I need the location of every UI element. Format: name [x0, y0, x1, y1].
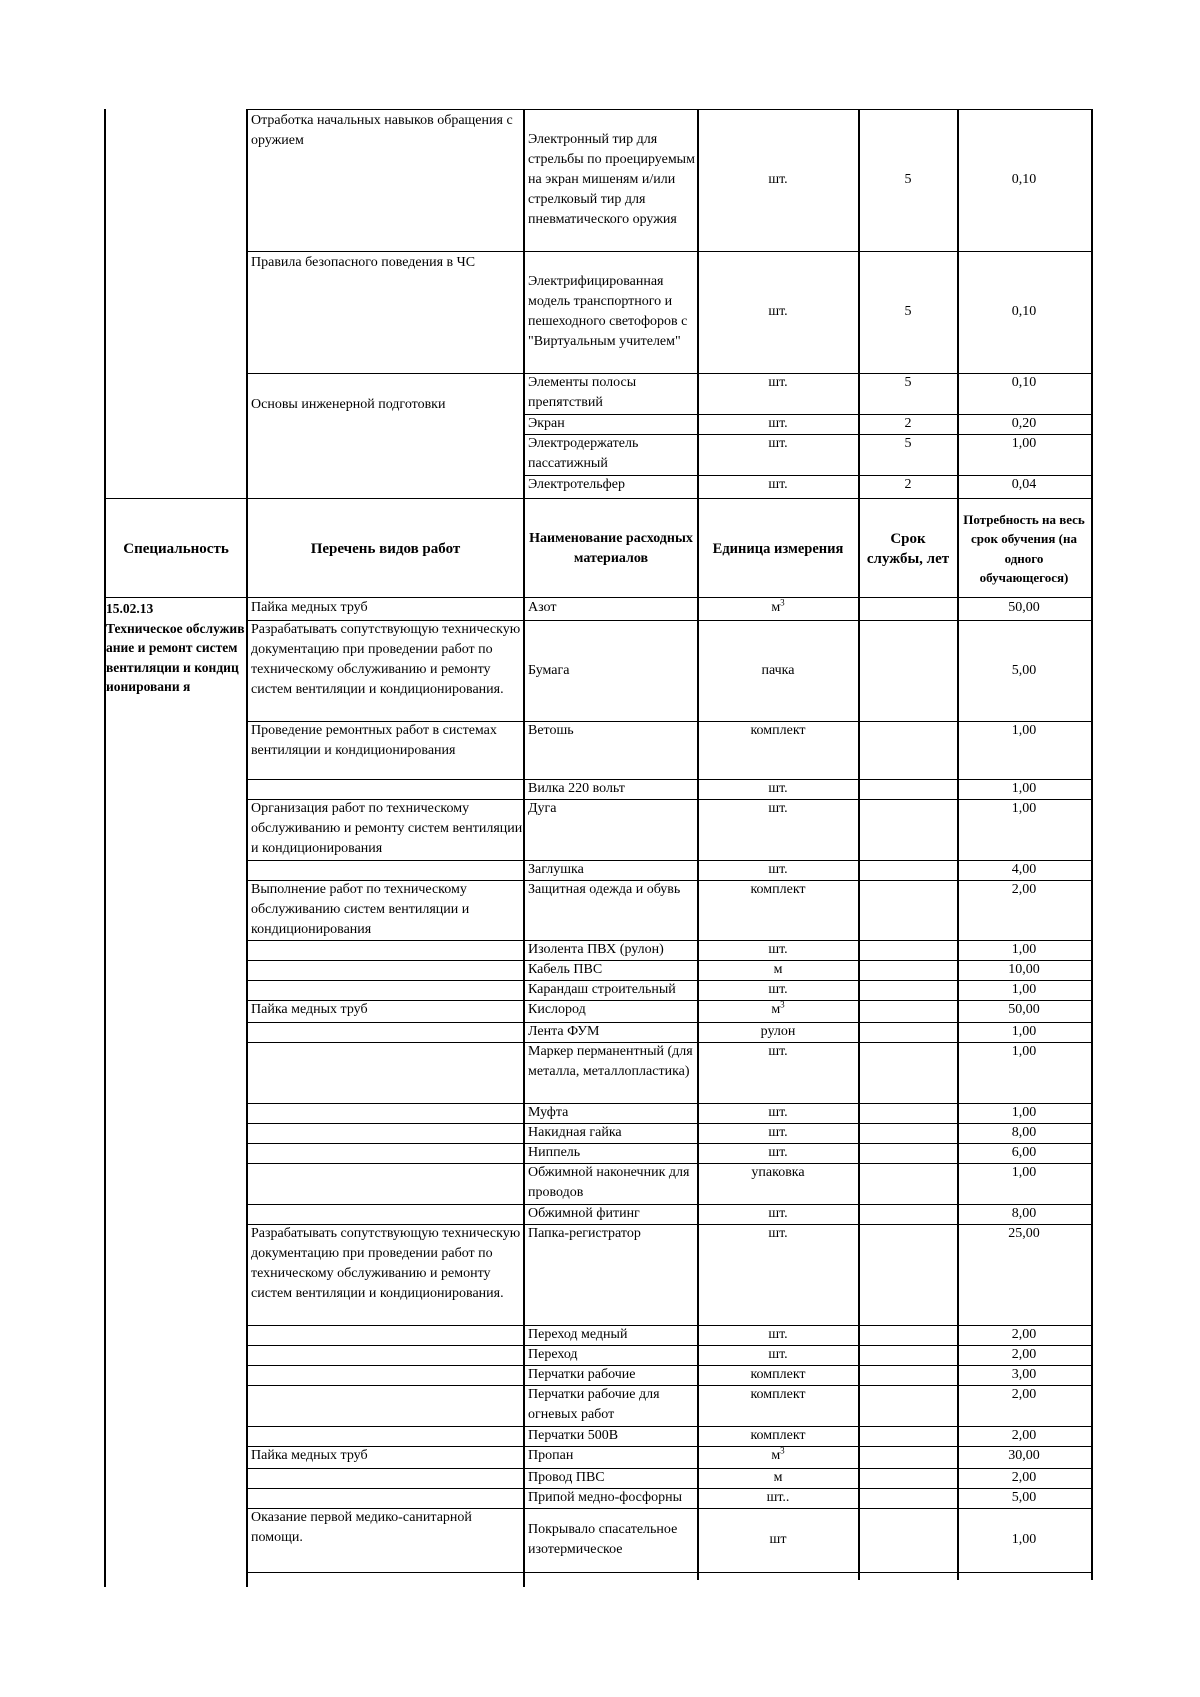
service-life-cell [860, 1224, 956, 1325]
work-type-cell: Разрабатывать сопутствующую техническую документацию при проведении работ по техническому обслуживанию и ремонту систем вентиляции и кондиционирования. [251, 622, 521, 697]
unit-cell: комплект [750, 1367, 806, 1382]
unit-cell: $м^3$ [771, 999, 785, 1017]
service-life-cell [860, 1042, 956, 1103]
need-cell: 5,00 [1011, 1490, 1037, 1505]
work-type-cell [248, 414, 523, 434]
unit-cell: упаковка [751, 1165, 805, 1180]
work-type-cell [248, 1204, 523, 1224]
material-name-cell: Карандаш строительный [528, 982, 676, 997]
work-type-cell [248, 1022, 523, 1042]
need-cell: 1,00 [1011, 1044, 1037, 1059]
material-name-cell: Защитная одежда и обувь [528, 882, 681, 897]
specialty-code: 15.02.13 [106, 601, 154, 616]
material-name-cell: Изолента ПВХ (рулон) [528, 942, 664, 957]
service-life-cell [860, 1123, 956, 1143]
material-name-cell: Ветошь [528, 723, 574, 738]
material-name-cell: Обжимной наконечник для проводов [528, 1165, 690, 1200]
unit-cell: комплект [750, 723, 806, 738]
material-name-cell: Переход медный [528, 1327, 628, 1342]
material-name-cell: Электрифицированная модель транспортного и пешеходного светофоров с "Виртуальным учителем" [528, 274, 688, 349]
work-type-cell: Разрабатывать сопутствующую техническую документацию при проведении работ по техническому обслуживанию и ремонту систем вентиляции и кондиционирования. [251, 1226, 521, 1301]
material-name-cell: Пропан [528, 1448, 574, 1463]
material-name-cell: Муфта [528, 1105, 569, 1120]
material-name-cell: Электродержатель пассатижный [528, 436, 639, 471]
service-life-cell [860, 779, 956, 799]
work-type-cell [248, 860, 523, 880]
need-cell: 2,00 [1011, 1387, 1037, 1402]
work-type-cell: Проведение ремонтных работ в системах вентиляции и кондиционирования [251, 723, 497, 758]
need-cell: 8,00 [1011, 1125, 1037, 1140]
need-cell: 1,00 [1011, 436, 1037, 451]
unit-cell: шт. [768, 1347, 788, 1362]
need-cell: 1,00 [1011, 1532, 1037, 1547]
work-type-cell [248, 1426, 523, 1446]
material-name-cell: Перчатки рабочие для огневых работ [528, 1387, 660, 1422]
need-cell: 3,00 [1011, 1367, 1037, 1382]
material-name-cell: Элементы полосы препятствий [528, 375, 637, 410]
service-life-cell: 5 [904, 304, 912, 319]
work-type-cell: Организация работ по техническому обслуживанию и ремонту систем вентиляции и кондиционирования [251, 801, 523, 856]
service-life-cell [860, 1000, 956, 1022]
service-life-cell [860, 1426, 956, 1446]
material-name-cell: Экран [528, 416, 565, 431]
work-type-cell [248, 434, 523, 475]
need-cell: 2,00 [1011, 1470, 1037, 1485]
material-name-cell: Дуга [528, 801, 557, 816]
material-name-cell: Перчатки рабочие [528, 1367, 636, 1382]
work-type-cell [248, 1103, 523, 1123]
material-name-cell: Азот [528, 600, 557, 615]
need-cell: 0,10 [1011, 304, 1037, 319]
unit-cell: шт. [768, 862, 788, 877]
need-cell: 1,00 [1011, 1165, 1037, 1180]
work-type-cell: Правила безопасного поведения в ЧС [251, 255, 476, 270]
service-life-cell [860, 721, 956, 779]
unit-cell: $м^3$ [771, 1445, 785, 1463]
unit-cell: шт. [768, 375, 788, 390]
work-type-cell [248, 940, 523, 960]
unit-cell: комплект [750, 1428, 806, 1443]
need-cell: 1,00 [1011, 942, 1037, 957]
need-cell: 0,10 [1011, 375, 1037, 390]
work-type-cell: Выполнение работ по техническому обслуживанию систем вентиляции и кондиционирования [251, 882, 470, 937]
unit-superscript: 3 [780, 1445, 785, 1456]
unit-cell: шт. [768, 942, 788, 957]
unit-cell: шт. [768, 801, 788, 816]
service-life-cell [860, 1488, 956, 1508]
need-cell: 6,00 [1011, 1145, 1037, 1160]
unit-cell: м [773, 1470, 783, 1485]
need-cell: 50,00 [1008, 600, 1040, 615]
service-life-cell [860, 1163, 956, 1204]
need-cell: 50,00 [1008, 1002, 1040, 1017]
service-life-cell [860, 860, 956, 880]
work-type-cell: Отработка начальных навыков обращения с оружием [251, 113, 513, 148]
service-life-cell: 5 [904, 375, 912, 390]
service-life-cell: 2 [904, 416, 912, 431]
service-life-cell [860, 1385, 956, 1426]
header-material: Наименование расходных материалов [529, 530, 693, 566]
material-name-cell: Кислород [528, 1002, 586, 1017]
material-name-cell: Накидная гайка [528, 1125, 622, 1140]
specialty-name: Техническое обслуживание и ремонт систем вентиляции и кондиционировани я [106, 620, 245, 694]
service-life-cell: 5 [904, 172, 912, 187]
unit-cell: шт. [768, 304, 788, 319]
unit-cell: шт [769, 1532, 787, 1547]
need-cell: 0,10 [1011, 172, 1037, 187]
unit-superscript: 3 [780, 999, 785, 1010]
unit-cell: шт. [768, 416, 788, 431]
unit-cell: шт. [768, 781, 788, 796]
header-specialty: Специальность [123, 540, 229, 557]
unit-cell: комплект [750, 1387, 806, 1402]
need-cell: 2,00 [1011, 1347, 1037, 1362]
work-type-cell [248, 779, 523, 799]
need-cell: 2,00 [1011, 1327, 1037, 1342]
service-life-cell [860, 880, 956, 940]
material-name-cell: Лента ФУМ [528, 1024, 600, 1039]
need-cell: 0,04 [1011, 477, 1037, 492]
table-right-border [1091, 109, 1093, 1580]
service-life-cell [860, 799, 956, 860]
service-life-cell [860, 1468, 956, 1488]
service-life-cell [860, 1103, 956, 1123]
need-cell: 8,00 [1011, 1206, 1037, 1221]
table-left-border [104, 109, 106, 1587]
service-life-cell [860, 1022, 956, 1042]
work-type-cell [248, 1488, 523, 1508]
unit-cell: шт. [768, 1145, 788, 1160]
work-type-cell [248, 1123, 523, 1143]
work-type-cell [248, 1385, 523, 1426]
work-type-cell [248, 1325, 523, 1345]
unit-cell: шт. [768, 982, 788, 997]
material-name-cell: Перчатки 500В [528, 1428, 619, 1443]
need-cell: 4,00 [1011, 862, 1037, 877]
material-name-cell: Заглушка [528, 862, 584, 877]
need-cell: 5,00 [1011, 662, 1037, 678]
service-life-cell: 5 [904, 436, 912, 451]
header-srok: Срок службы, лет [866, 530, 950, 567]
material-name-cell: Бумага [528, 662, 570, 678]
service-life-cell: 2 [904, 477, 912, 492]
unit-cell: шт.. [766, 1490, 790, 1505]
material-name-cell: Обжимной фитинг [528, 1206, 640, 1221]
need-cell: 10,00 [1008, 962, 1040, 977]
need-cell: 1,00 [1011, 982, 1037, 997]
service-life-cell [860, 598, 956, 620]
material-name-cell: Кабель ПВС [528, 962, 603, 977]
work-type-cell: Основы инженерной подготовки [251, 397, 446, 412]
row-border [104, 498, 1093, 499]
service-life-cell [860, 1204, 956, 1224]
service-life-cell [860, 980, 956, 1000]
unit-cell: шт. [768, 172, 788, 187]
service-life-cell [860, 1365, 956, 1385]
need-cell: 25,00 [1008, 1226, 1040, 1241]
unit-cell: шт. [768, 1226, 788, 1241]
work-type-cell [248, 1468, 523, 1488]
work-type-cell: Пайка медных труб [251, 1448, 368, 1463]
service-life-cell [860, 1143, 956, 1163]
material-name-cell: Переход [528, 1347, 578, 1362]
service-life-cell [860, 620, 956, 721]
service-life-cell [860, 1325, 956, 1345]
work-type-cell [248, 1143, 523, 1163]
row-border [246, 1572, 1093, 1573]
material-name-cell: Провод ПВС [528, 1470, 605, 1485]
need-cell: 2,00 [1011, 882, 1037, 897]
unit-cell: рулон [760, 1024, 796, 1039]
need-cell: 1,00 [1011, 1105, 1037, 1120]
material-name-cell: Ниппель [528, 1145, 581, 1160]
need-cell: 1,00 [1011, 1024, 1037, 1039]
unit-cell: шт. [768, 1125, 788, 1140]
specialty-cell [106, 599, 246, 697]
work-type-cell [248, 475, 523, 497]
unit-cell: шт. [768, 1105, 788, 1120]
service-life-cell [860, 1446, 956, 1468]
work-type-cell [248, 1365, 523, 1385]
unit-cell: шт. [768, 1327, 788, 1342]
header-unit: Единица измерения [712, 540, 844, 557]
work-type-cell [248, 1345, 523, 1365]
service-life-cell [860, 960, 956, 980]
material-name-cell: Электротельфер [528, 477, 625, 492]
header-need: Потребность на весь срок обучения (на одного обучающегося) [963, 511, 1085, 585]
service-life-cell [860, 1345, 956, 1365]
work-type-cell: Пайка медных труб [251, 1002, 368, 1017]
need-cell: 1,00 [1011, 781, 1037, 796]
unit-cell: шт. [768, 436, 788, 451]
work-type-cell [248, 1042, 523, 1103]
material-name-cell: Папка-регистратор [528, 1226, 641, 1241]
service-life-cell [860, 1508, 956, 1572]
unit-cell: $м^3$ [771, 597, 785, 615]
work-type-cell [248, 1163, 523, 1204]
work-type-cell: Пайка медных труб [251, 600, 368, 615]
need-cell: 1,00 [1011, 801, 1037, 816]
work-type-cell: Оказание первой медико-санитарной помощи. [251, 1510, 472, 1545]
material-name-cell: Вилка 220 вольт [528, 781, 625, 796]
unit-cell: шт. [768, 1044, 788, 1059]
unit-cell: м [773, 962, 783, 977]
material-name-cell: Покрывало спасательное изотермическое [528, 1522, 678, 1557]
unit-cell: шт. [768, 477, 788, 492]
need-cell: 1,00 [1011, 723, 1037, 738]
work-type-cell [248, 980, 523, 1000]
material-name-cell: Маркер перманентный (для металла, металлопластика) [528, 1044, 693, 1079]
unit-cell: комплект [750, 882, 806, 897]
work-type-cell [248, 960, 523, 980]
header-works: Перечень видов работ [310, 540, 461, 557]
need-cell: 30,00 [1008, 1448, 1040, 1463]
unit-cell: шт. [768, 1206, 788, 1221]
unit-superscript: 3 [780, 597, 785, 608]
service-life-cell [860, 940, 956, 960]
need-cell: 0,20 [1011, 416, 1037, 431]
unit-cell: пачка [761, 662, 795, 678]
need-cell: 2,00 [1011, 1428, 1037, 1443]
material-name-cell: Электронный тир для стрельбы по проецируемым на экран мишеням и/или стрелковый тир для пневматического оружия [528, 132, 695, 227]
material-name-cell: Припой медно-фосфорны [528, 1490, 683, 1505]
